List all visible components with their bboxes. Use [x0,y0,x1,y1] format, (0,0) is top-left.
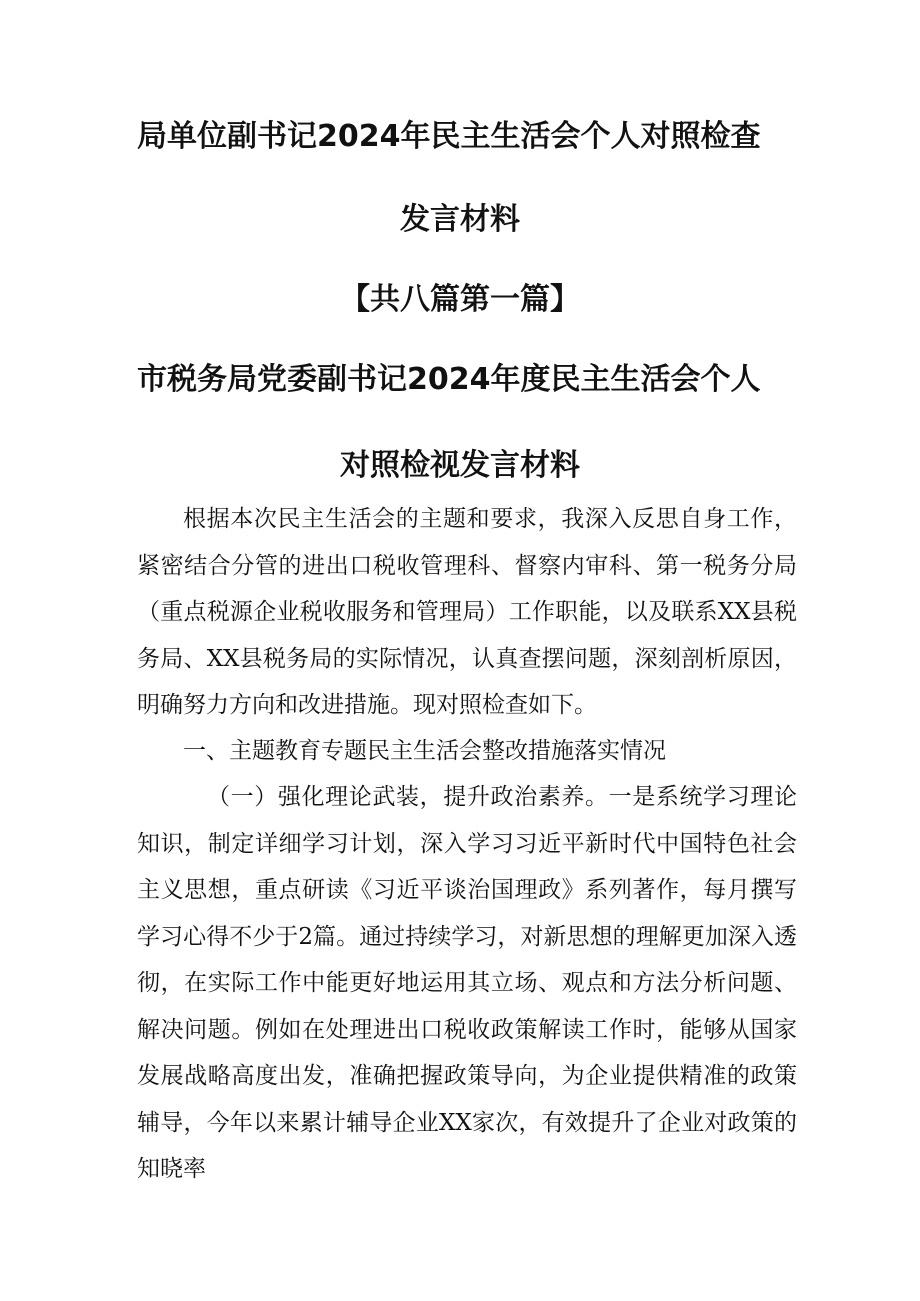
subtitle-line-2: 对照检视发言材料 [340,448,580,483]
intro-paragraph: 根据本次民主生活会的主题和要求，我深入反思自身工作，紧密结合分管的进出口税收管理科、督察内审科、第一税务分局（重点税源企业税收服务和管理局）工作职能，以及联系XX县税务局、XX县税务局的实际情况，认真查摆问题，深刻剖析原因，明确努力方向和改进措施。现对照检查如下。 [137,506,797,718]
subsection-paragraph: （一）强化理论武装，提升政治素养。一是系统学习理论知识，制定详细学习计划，深入学习习近平新时代中国特色社会主义思想，重点研读《习近平谈治国理政》系列著作，每月撰写学习心得不少于2篇。通过持续学习，对新思想的理解更加深入透彻，在实际工作中能更好地运用其立场、观点和方法分析问题、解决问题。例如在处理进出口税收政策解读工作时，能够从国家发展战略高度出发，准确把握政策导向，为企业提供精准的政策辅导，今年以来累计辅导企业XX家次，有效提升了企业对政策的知晓率 [137,784,797,1182]
section-heading: 一、主题教育专题民主生活会整改措施落实情况 [183,738,666,764]
title-line-2: 发言材料 [400,202,520,237]
subtitle-line-1: 市税务局党委副书记2024年度民主生活会个人 [137,362,761,397]
title-line-1: 局单位副书记2024年民主生活会个人对照检查 [137,119,761,154]
series-note: 【共八篇第一篇】 [340,282,580,317]
